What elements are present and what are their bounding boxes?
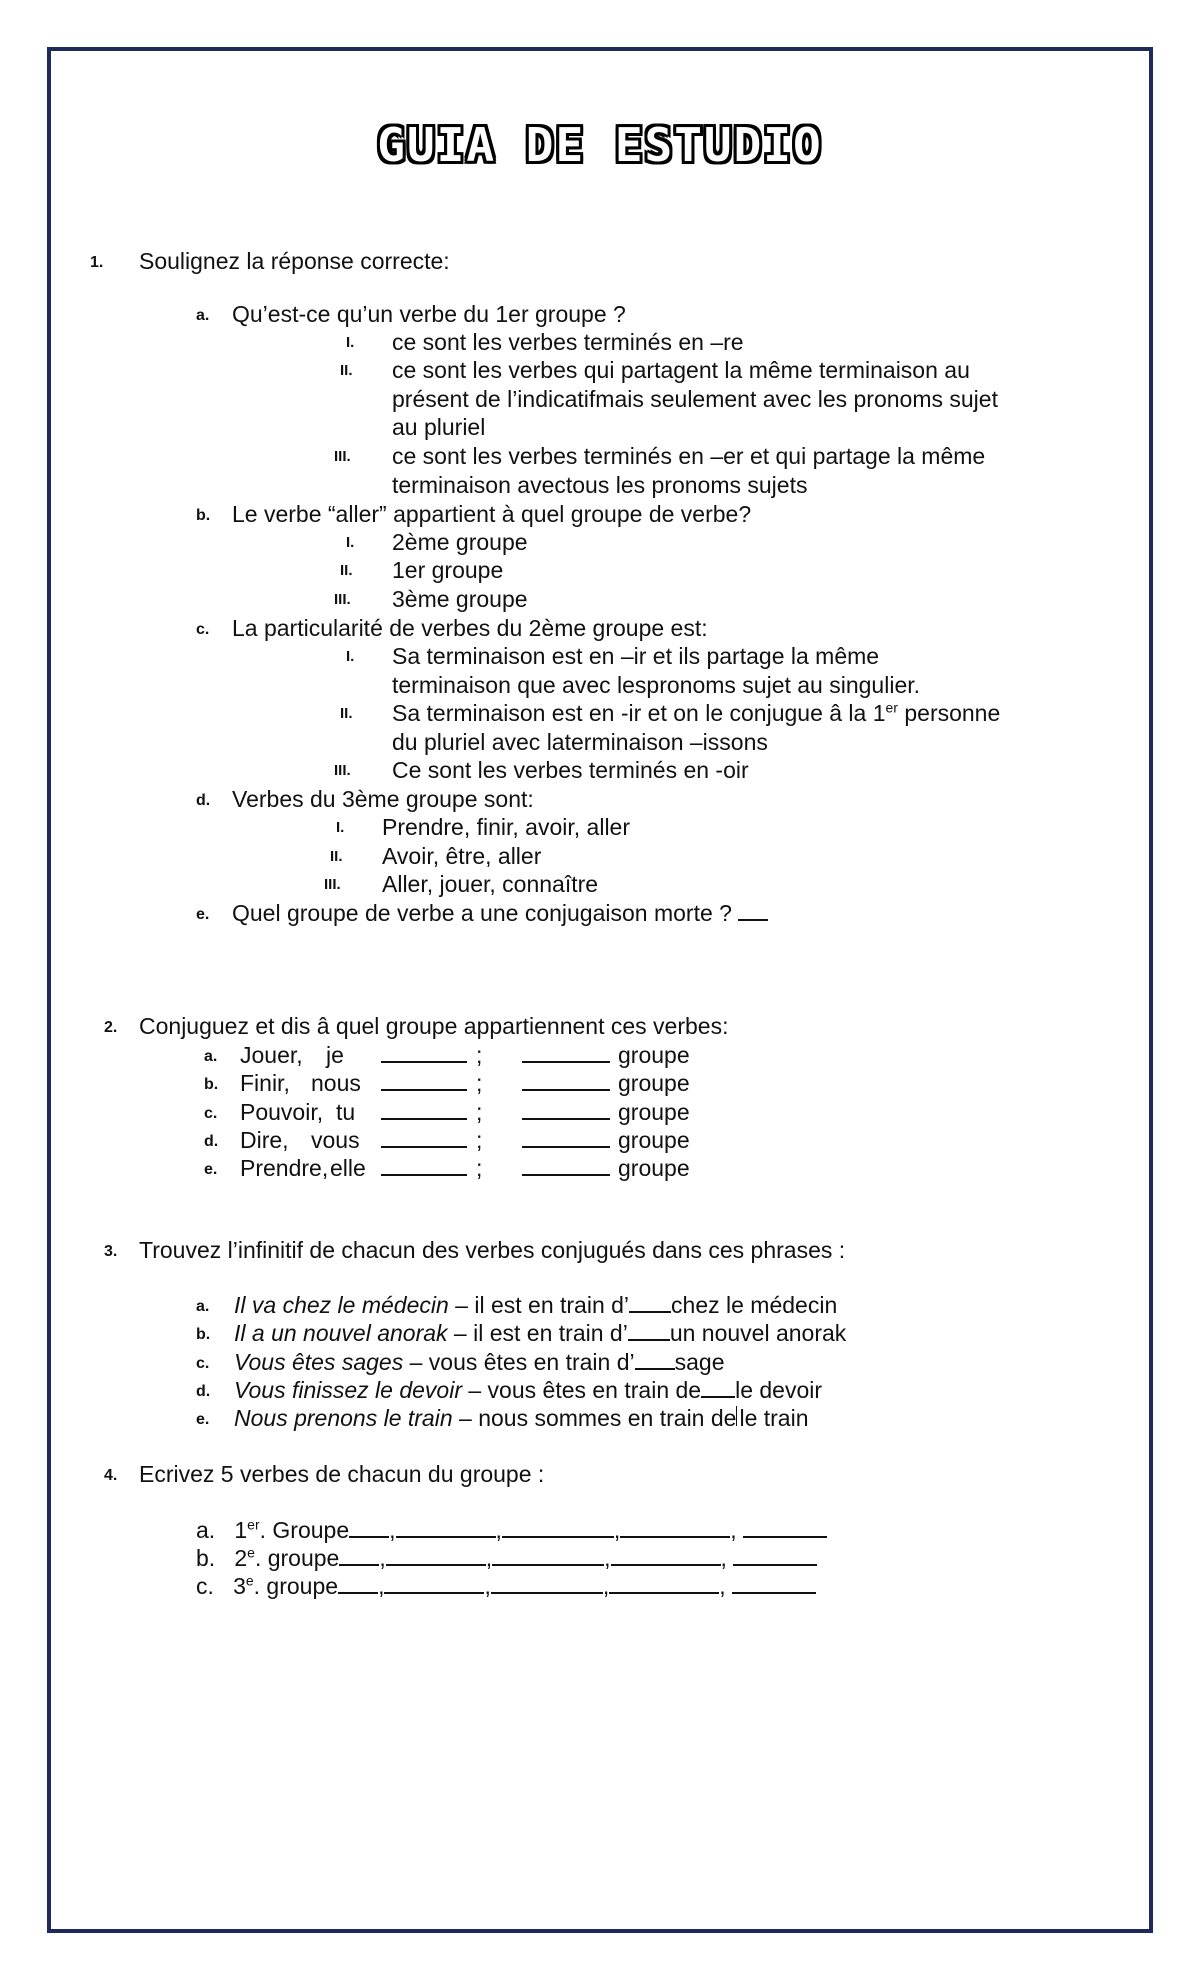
q4-item-c xyxy=(196,1572,816,1600)
q1a-option3-line2[interactable]: terminaison avectous les pronoms sujets xyxy=(392,472,808,498)
q1b-option2[interactable]: 1er groupe xyxy=(392,557,504,583)
q1c-option2-superscript: er xyxy=(885,699,898,716)
q2-group-blank[interactable] xyxy=(522,1041,610,1069)
q4-group-number: 1 xyxy=(234,1517,248,1543)
q2-item-label: c. xyxy=(204,1105,218,1122)
q2-conjugation-blank[interactable] xyxy=(381,1041,467,1069)
q4-comma: , xyxy=(484,1573,491,1599)
q1d-option1-label: I. xyxy=(336,819,345,836)
q4-verb-blank-5[interactable] xyxy=(732,1572,816,1594)
q2-group-blank[interactable] xyxy=(522,1069,610,1097)
q4-comma: , xyxy=(495,1517,502,1543)
q3-prefix: – vous êtes en train d’ xyxy=(403,1349,635,1375)
q1a-question: Qu’est-ce qu’un verbe du 1er groupe ? xyxy=(232,301,626,327)
q2-conjugation-blank[interactable] xyxy=(381,1098,467,1126)
q3-sentence: Il a un nouvel anorak xyxy=(234,1320,448,1346)
q1d-option2-label: II. xyxy=(330,848,343,865)
q2-groupe-word: groupe xyxy=(618,1042,690,1068)
q3-item-e xyxy=(234,1404,809,1432)
q3-sentence: Nous prenons le train xyxy=(234,1405,453,1431)
q4-verb-blank-4[interactable] xyxy=(609,1572,719,1594)
q2-item-label: b. xyxy=(204,1076,219,1093)
q3-item-b xyxy=(234,1319,846,1347)
q2-item-pronoun: je xyxy=(326,1042,344,1068)
q4-comma: , xyxy=(720,1545,727,1571)
q4-item-a xyxy=(196,1516,827,1544)
q1b-option1-label: I. xyxy=(346,534,355,551)
q2-item-verb: Prendre, xyxy=(240,1155,329,1181)
q3-item-a xyxy=(234,1291,837,1319)
q1b-option3[interactable]: 3ème groupe xyxy=(392,586,528,612)
q3-item-d xyxy=(234,1376,822,1404)
q2-conjugation-blank[interactable] xyxy=(381,1069,467,1097)
q1c-option2-text-b: personne xyxy=(897,700,1001,726)
q1c-option2-label: II. xyxy=(340,705,353,722)
q3-suffix: le train xyxy=(739,1405,809,1431)
q4-comma: , xyxy=(602,1573,610,1599)
q1c-option3[interactable]: Ce sont les verbes terminés en -oir xyxy=(392,757,749,783)
q4-comma: , xyxy=(378,1573,385,1599)
q1b-question: Le verbe “aller” appartient à quel groupe de verbe? xyxy=(232,501,752,527)
q3-prompt: Trouvez l’infinitif de chacun des verbes conjugués dans ces phrases : xyxy=(139,1237,846,1263)
q1a-label: a. xyxy=(196,307,210,324)
q4-verb-blank-1[interactable] xyxy=(338,1572,378,1594)
q4-verb-blank-2[interactable] xyxy=(386,1544,486,1566)
q4-comma: , xyxy=(719,1573,726,1599)
q3-item-label: e. xyxy=(196,1411,210,1428)
q1a-option1-label: I. xyxy=(346,334,355,351)
q4-comma: , xyxy=(730,1517,737,1543)
q3-item-label: a. xyxy=(196,1298,210,1315)
q4-group-superscript: er xyxy=(247,1516,260,1533)
q2-semicolon: ; xyxy=(476,1099,483,1125)
q1c-option2-line2[interactable]: du pluriel avec laterminaison –issons xyxy=(392,729,768,755)
q1d-option3-label: III. xyxy=(324,876,341,893)
q4-group-word: . groupe xyxy=(253,1573,339,1599)
q2-item-pronoun: vous xyxy=(311,1127,360,1153)
q4-verb-blank-1[interactable] xyxy=(339,1544,379,1566)
q2-group-blank[interactable] xyxy=(522,1154,610,1182)
q1c-option1-label: I. xyxy=(346,648,355,665)
q4-group-superscript: e xyxy=(245,1572,254,1589)
q4-verb-blank-3[interactable] xyxy=(492,1544,604,1566)
q2-item-label: a. xyxy=(204,1048,218,1065)
q4-item-b xyxy=(196,1544,817,1572)
q4-comma: , xyxy=(389,1517,396,1543)
q1d-label: d. xyxy=(196,792,211,809)
q2-semicolon: ; xyxy=(476,1042,483,1068)
q3-item-label: b. xyxy=(196,1326,211,1343)
q4-item-label: c. xyxy=(196,1573,214,1599)
q1e-question xyxy=(232,899,768,927)
q2-semicolon: ; xyxy=(476,1127,483,1153)
q3-infinitive-blank[interactable] xyxy=(629,1291,671,1313)
q1a-option2-label: II. xyxy=(340,362,353,379)
q2-number: 2. xyxy=(104,1019,118,1036)
q1d-question: Verbes du 3ème groupe sont: xyxy=(232,786,534,812)
q2-semicolon: ; xyxy=(476,1155,483,1181)
q4-number: 4. xyxy=(104,1467,118,1484)
q1d-option2[interactable]: Avoir, être, aller xyxy=(382,843,542,869)
q3-prefix: – il est en train d’ xyxy=(447,1320,628,1346)
q1-prompt: Soulignez la réponse correcte: xyxy=(139,248,450,274)
q2-groupe-word: groupe xyxy=(618,1070,690,1096)
q2-item-label: e. xyxy=(204,1161,218,1178)
q4-group-word: . groupe xyxy=(254,1545,340,1571)
q1c-label: c. xyxy=(196,621,210,638)
q4-prompt: Ecrivez 5 verbes de chacun du groupe : xyxy=(139,1461,545,1487)
q1d-option1[interactable]: Prendre, finir, avoir, aller xyxy=(382,814,631,840)
q4-comma: , xyxy=(485,1545,493,1571)
q1e-answer-blank[interactable] xyxy=(738,899,768,921)
q1b-option1[interactable]: 2ème groupe xyxy=(392,529,528,555)
q1a-option2-line1[interactable]: ce sont les verbes qui partagent la même terminaison au xyxy=(392,357,970,383)
q2-item-pronoun: nous xyxy=(311,1070,361,1096)
q4-verb-blank-4[interactable] xyxy=(620,1516,730,1538)
q3-prefix: – nous sommes en train de xyxy=(452,1405,737,1431)
q1b-label: b. xyxy=(196,507,211,524)
q4-group-number: 3 xyxy=(233,1573,246,1599)
q1a-option1[interactable]: ce sont les verbes terminés en –re xyxy=(392,329,744,355)
q2-groupe-word: groupe xyxy=(618,1127,690,1153)
q2-item-verb: Dire, xyxy=(240,1127,289,1153)
q4-verb-blank-4[interactable] xyxy=(611,1544,721,1566)
q2-groupe-word: groupe xyxy=(618,1155,690,1181)
q2-item-pronoun: elle xyxy=(330,1155,366,1181)
q3-suffix: sage xyxy=(674,1349,725,1375)
q3-item-c xyxy=(234,1348,725,1376)
q1d-option3[interactable]: Aller, jouer, connaître xyxy=(382,871,599,897)
q2-group-blank[interactable] xyxy=(522,1098,610,1126)
q3-prefix: – vous êtes en train de xyxy=(461,1377,702,1403)
q1b-option3-label: III. xyxy=(334,591,351,608)
q3-infinitive-blank[interactable] xyxy=(635,1348,675,1370)
q3-infinitive-blank[interactable] xyxy=(701,1376,735,1398)
q1b-option2-label: II. xyxy=(340,562,353,579)
q1a-option2-line3[interactable]: au pluriel xyxy=(392,414,486,440)
q4-verb-blank-1[interactable] xyxy=(349,1516,389,1538)
q2-group-blank[interactable] xyxy=(522,1126,610,1154)
q1c-option1-line2[interactable]: terminaison que avec lespronoms sujet au singulier. xyxy=(392,672,921,698)
q3-suffix: chez le médecin xyxy=(671,1292,838,1318)
q2-item-pronoun: tu xyxy=(336,1099,356,1125)
q3-item-label: c. xyxy=(196,1355,210,1372)
q1-number: 1. xyxy=(90,254,104,271)
q4-verb-blank-3[interactable] xyxy=(502,1516,614,1538)
q3-prefix: – il est en train d’ xyxy=(448,1292,630,1318)
q2-semicolon: ; xyxy=(476,1070,483,1096)
q3-sentence: Vous êtes sages xyxy=(234,1349,404,1375)
q2-item-label: d. xyxy=(204,1133,219,1150)
q3-sentence: Il va chez le médecin xyxy=(234,1292,449,1318)
q3-sentence: Vous finissez le devoir xyxy=(234,1377,462,1403)
q1c-option3-label: III. xyxy=(334,762,351,779)
q4-verb-blank-2[interactable] xyxy=(384,1572,484,1594)
q4-comma: , xyxy=(379,1545,386,1571)
q2-conjugation-blank[interactable] xyxy=(381,1154,467,1182)
q4-comma: , xyxy=(604,1545,611,1571)
q2-conjugation-blank[interactable] xyxy=(381,1126,467,1154)
q3-number: 3. xyxy=(104,1243,118,1260)
q2-prompt: Conjuguez et dis â quel groupe appartiennent ces verbes: xyxy=(139,1013,729,1039)
q1c-option2-text-a: Sa terminaison est en -ir et on le conjugue â la 1 xyxy=(392,700,886,726)
q1a-option3-label: III. xyxy=(334,448,351,465)
q1c-option2-line1[interactable] xyxy=(392,699,1000,727)
q4-group-superscript: e xyxy=(247,1544,255,1561)
q4-verb-blank-3[interactable] xyxy=(491,1572,603,1594)
q4-verb-blank-5[interactable] xyxy=(743,1516,827,1538)
q3-suffix: le devoir xyxy=(735,1377,823,1403)
q4-item-label: a. xyxy=(196,1517,216,1543)
q4-comma: , xyxy=(613,1517,621,1543)
q4-item-label: b. xyxy=(196,1545,216,1571)
q4-group-number: 2 xyxy=(234,1545,248,1571)
page-title: GUIA DE ESTUDIO xyxy=(377,118,823,172)
q3-item-label: d. xyxy=(196,1383,211,1400)
q4-verb-blank-2[interactable] xyxy=(396,1516,496,1538)
q2-item-verb: Jouer, xyxy=(240,1042,303,1068)
q1a-option2-line2[interactable]: présent de l’indicatifmais seulement avec les pronoms sujet xyxy=(392,386,998,412)
q4-verb-blank-5[interactable] xyxy=(733,1544,817,1566)
q3-suffix: un nouvel anorak xyxy=(669,1320,847,1346)
q2-item-verb: Pouvoir, xyxy=(240,1099,324,1125)
q1c-question: La particularité de verbes du 2ème groupe est: xyxy=(232,615,708,641)
q1e-label: e. xyxy=(196,906,210,923)
q1e-text: Quel groupe de verbe a une conjugaison morte ? xyxy=(232,900,732,926)
q2-item-verb: Finir, xyxy=(240,1070,290,1096)
q2-groupe-word: groupe xyxy=(618,1099,690,1125)
q1c-option1-line1[interactable]: Sa terminaison est en –ir et ils partage la même xyxy=(392,643,880,669)
q3-infinitive-blank[interactable] xyxy=(628,1319,670,1341)
q4-group-word: . Groupe xyxy=(259,1517,350,1543)
q1a-option3-line1[interactable]: ce sont les verbes terminés en –er et qui partage la même xyxy=(392,443,986,469)
